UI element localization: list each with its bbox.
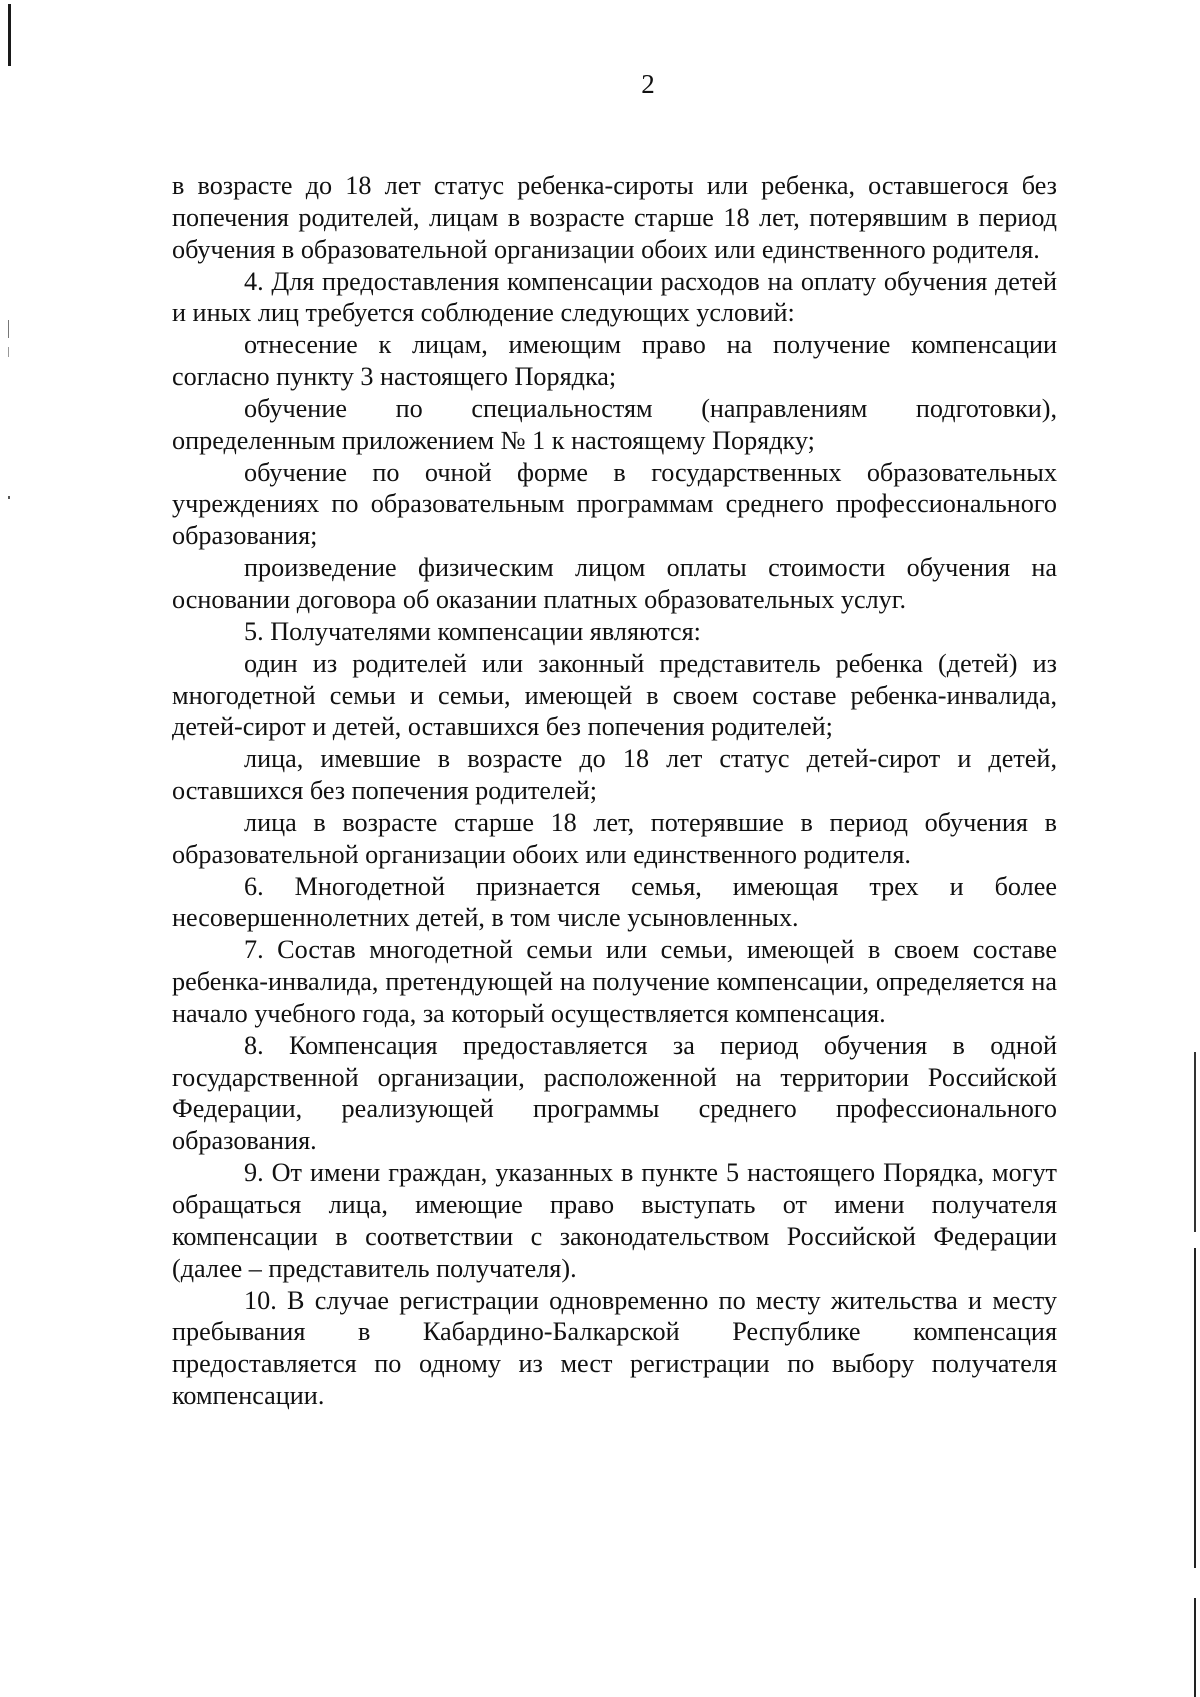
paragraph-condition-3: обучение по очной форме в государственных образовательных учреждениях по образовательным программам среднего профессионального образования; [172,457,1057,551]
page-number-text: 2 [641,69,655,99]
paragraph-recipient-2: лица, имевшие в возрасте до 18 лет статус детей-сирот и детей, оставшихся без попечения родителей; [172,744,1057,806]
paragraph-item-4: 4. Для предоставления компенсации расходов на оплату обучения детей и иных лиц требуется соблюдение следующих условий: [172,266,1057,328]
scan-edge-mark [1194,1248,1196,1568]
document-body [172,170,1057,1412]
paragraph-recipient-1: один из родителей или законный представитель ребенка (детей) из многодетной семьи и семьи, имеющей в своем составе ребенка-инвалида, детей-сирот и детей, оставшихся без попечения родителей; [172,648,1057,742]
paragraph-condition-2: обучение по специальностям (направлениям подготовки), определенным приложением № 1 к настоящему Порядку; [172,393,1057,455]
scan-edge-mark [1194,1052,1196,1232]
paragraph-item-7: 7. Состав многодетной семьи или семьи, имеющей в своем составе ребенка-инвалида, претендующей на получение компенсации, определяется на начало учебного года, за который осуществляется компенсация. [172,935,1057,1028]
paragraph-item-5: 5. Получателями компенсации являются: [244,616,701,646]
scan-speck [8,320,9,338]
paragraph-item-8: 8. Компенсация предоставляется за период обучения в одной государственной организации, расположенной на территории Российской Федерации, реализующей программы среднего профессионального образования. [172,1030,1057,1156]
paragraph-item-9: 9. От имени граждан, указанных в пункте 5 настоящего Порядка, могут обращаться лица, имеющие право выступать от имени получателя компенсации в соответствии с законодательством Российской Федерации (далее – представитель получателя). [172,1158,1057,1283]
scan-edge-mark [8,4,11,66]
scan-speck [8,496,10,499]
scan-edge-mark [1194,1598,1196,1697]
page-number [0,68,1200,100]
paragraph-condition-4: произведение физическим лицом оплаты стоимости обучения на основании договора об оказании платных образовательных услуг. [172,553,1057,614]
paragraph-continuation: в возрасте до 18 лет статус ребенка-сироты или ребенка, оставшегося без попечения родителей, лицам в возрасте старше 18 лет, потерявшим в период обучения в образовательной организации обоих или единственного родителя. [172,171,1057,264]
scan-speck [8,347,9,357]
paragraph-item-6: 6. Многодетной признается семья, имеющая трех и более несовершеннолетних детей, в том числе усыновленных. [172,871,1057,933]
paragraph-condition-1: отнесение к лицам, имеющим право на получение компенсации согласно пункту 3 настоящего Порядка; [172,330,1057,392]
paragraph-recipient-3: лица в возрасте старше 18 лет, потерявшие в период обучения в образовательной организации обоих или единственного родителя. [172,807,1057,869]
paragraph-item-10: 10. В случае регистрации одновременно по месту жительства и месту пребывания в Кабардино-Балкарской Республике компенсация предоставляется по одному из мест регистрации по выбору получателя компенсации. [172,1285,1057,1411]
